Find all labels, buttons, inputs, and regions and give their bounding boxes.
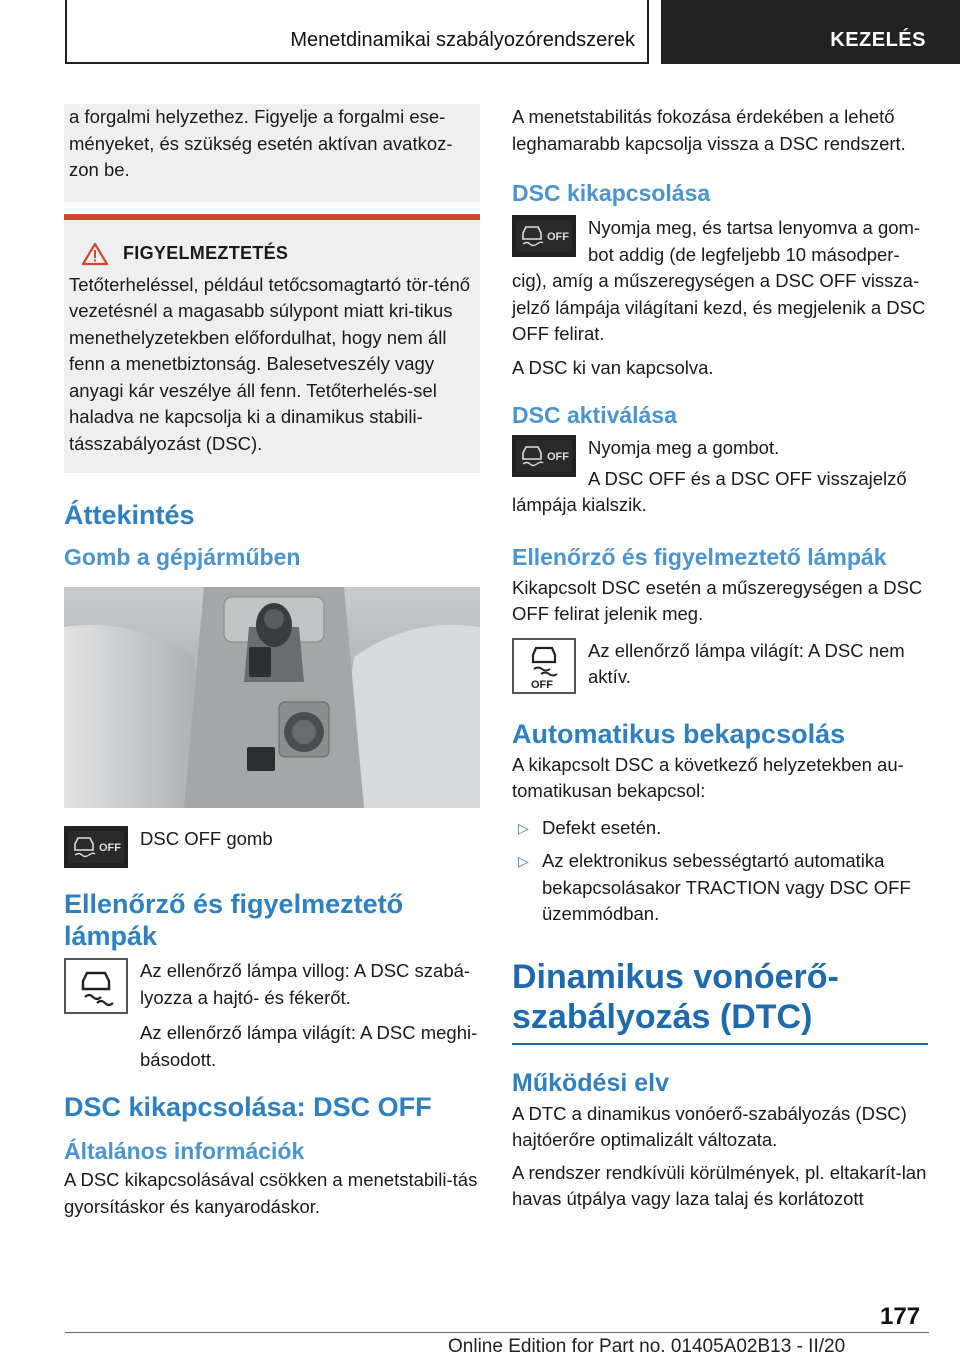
footer-edition: Online Edition for Part no. 01405A02B13 - II/20 bbox=[448, 1336, 846, 1357]
right-intro-text: A menetstabilitás fokozása érdekében a lehető leghamarabb kapcsolja vissza a DSC rendszert. bbox=[512, 106, 906, 154]
svg-text:OFF: OFF bbox=[547, 451, 569, 463]
activate-text-c: lámpája kialszik. bbox=[512, 494, 647, 515]
warning-text: Tetőterheléssel, például tetőcsomagtartó tör-ténő vezetésnél a magasabb súlypont miatt kri-tikus menethelyzetekben előfordulhat, hogy nem áll fenn a menetbiztonság. Balesetveszély vagy anyagi kár veszélye áll fenn. Tetőterhelés-sel haladva ne kapcsolja ki a dinamikus stabili-tásszabályozást (DSC). bbox=[69, 273, 471, 454]
bullet-icon: ▷ bbox=[518, 819, 529, 836]
general-heading: Általános információk bbox=[64, 1138, 305, 1164]
dsc-off-button-icon bbox=[64, 826, 128, 868]
warning-title: FIGYELMEZTETÉS bbox=[123, 243, 289, 263]
dsc-off-button-icon bbox=[512, 435, 576, 477]
deactivate-text-a: Nyomja meg, és tartsa lenyomva a gom-bot addig (de legfeljebb 10 másodper- bbox=[588, 217, 921, 265]
auto-heading: Automatikus bekapcsolás bbox=[512, 718, 846, 749]
right-column bbox=[512, 104, 928, 1213]
activate-row bbox=[512, 435, 928, 492]
deactivated-text: A DSC ki van kapcsolva. bbox=[512, 356, 714, 378]
footer-divider bbox=[65, 1332, 929, 1333]
list-item: ▷ Defekt esetén. bbox=[512, 815, 928, 842]
dsc-off-lamp-icon bbox=[512, 638, 576, 694]
intro-box bbox=[64, 104, 480, 202]
header-section: KEZELÉS bbox=[830, 29, 926, 51]
warning-triangle-icon bbox=[81, 242, 109, 266]
warning-box bbox=[64, 220, 480, 474]
lamps-heading-left: Ellenőrző és figyelmeztető lámpák bbox=[64, 889, 404, 951]
car-center-console-photo bbox=[64, 587, 480, 808]
function-text-1: A DTC a dinamikus vonóerő-szabályozás (DSC) hajtóerőre optimalizált változata. bbox=[512, 1102, 907, 1150]
activate-text-b: A DSC OFF és a DSC OFF visszajelző bbox=[588, 467, 907, 489]
dsc-off-button-row bbox=[64, 826, 480, 868]
dsc-off-lamp-row bbox=[512, 638, 928, 694]
dsc-lamp-row bbox=[64, 958, 480, 1014]
function-heading: Működési elv bbox=[512, 1068, 669, 1097]
bullet-icon: ▷ bbox=[518, 853, 529, 869]
lamp-text-2: Az ellenőrző lámpa világít: A DSC meghi-básodott. bbox=[140, 1022, 478, 1070]
activate-text-a: Nyomja meg a gombot. bbox=[588, 437, 780, 458]
page-number: 177 bbox=[880, 1303, 921, 1330]
deactivate-text-b: cig), amíg a műszeregységen a DSC OFF vissza-jelző lámpája világítani kezd, és megjelenik a DSC OFF felirat. bbox=[512, 270, 926, 344]
dsc-skid-lamp-icon bbox=[64, 958, 128, 1014]
lamp-text-1: Az ellenőrző lámpa villog: A DSC szabá-lyozza a hajtó- és fékerőt. bbox=[140, 960, 471, 1008]
dsc-off-button-icon bbox=[512, 215, 576, 257]
svg-text:OFF: OFF bbox=[531, 678, 553, 691]
list-item: ▷ Az elektronikus sebességtartó automatika bekapcsolásakor TRACTION vagy DSC OFF üzemmódban. bbox=[512, 848, 928, 928]
lamps-text-right: Kikapcsolt DSC esetén a műszeregységen a DSC OFF felirat jelenik meg. bbox=[512, 576, 923, 624]
button-heading: Gomb a gépjárműben bbox=[64, 544, 301, 570]
general-text: A DSC kikapcsolásával csökken a menetstabili-tás gyorsításkor és kanyarodáskor. bbox=[64, 1169, 478, 1217]
activate-heading: DSC aktiválása bbox=[512, 402, 677, 428]
header-title-box bbox=[65, 0, 649, 64]
deactivate-heading: DSC kikapcsolása bbox=[512, 180, 711, 206]
overview-heading: Áttekintés bbox=[64, 500, 195, 530]
function-text-2: A rendszer rendkívüli körülmények, pl. eltakarít-lan havas útpálya vagy laza talaj és korlátozott bbox=[512, 1161, 927, 1209]
svg-text:OFF: OFF bbox=[547, 231, 569, 243]
auto-bullets bbox=[512, 815, 928, 928]
left-column bbox=[64, 104, 480, 1220]
deactivate-row bbox=[512, 215, 928, 268]
auto-text: A kikapcsolt DSC a következő helyzetekben au-tomatikusan bekapcsol: bbox=[512, 753, 904, 801]
dsc-off-caption: DSC OFF gomb bbox=[140, 828, 273, 849]
svg-text:OFF: OFF bbox=[99, 842, 121, 854]
dtc-heading: Dinamikus vonóerő-szabályozás (DTC) bbox=[512, 957, 928, 1045]
header-section-box bbox=[661, 0, 960, 64]
intro-text: a forgalmi helyzethez. Figyelje a forgalmi ese-ményeket, és szükség esetén aktívan avatkoz-zon be. bbox=[69, 106, 453, 180]
lamps-heading-right: Ellenőrző és figyelmeztető lámpák bbox=[512, 543, 887, 570]
lamp-text-right: Az ellenőrző lámpa világít: A DSC nem aktív. bbox=[588, 639, 905, 687]
dsc-off-heading: DSC kikapcsolása: DSC OFF bbox=[64, 1092, 432, 1122]
header-title: Menetdinamikai szabályozórendszerek bbox=[290, 29, 635, 51]
